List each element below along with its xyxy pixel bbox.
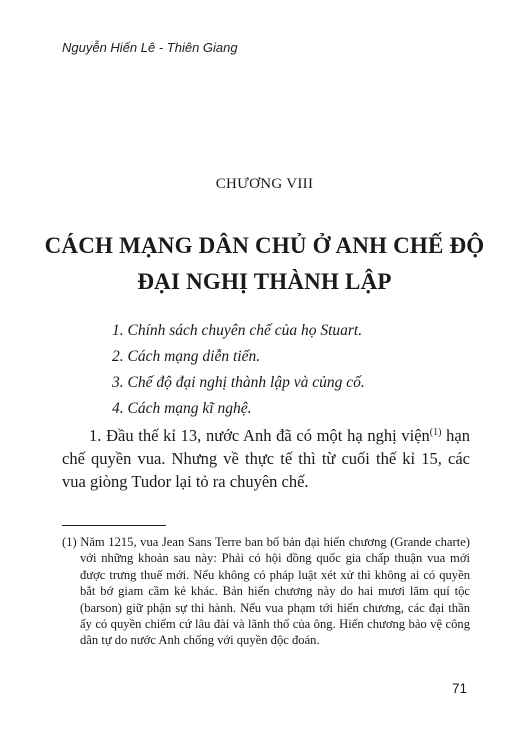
chapter-title: CÁCH MẠNG DÂN CHỦ Ở ANH CHẾ ĐỘ ĐẠI NGHỊ THÀNH LẬP — [44, 233, 485, 294]
chapter-label: CHƯƠNG VIII — [215, 176, 314, 192]
body-text: hạn chế quyền vua. Nhưng về thực tế thì từ cuối thế kỉ 15, các vua giòng Tudor lại tỏ ra chuyên chế. — [62, 426, 470, 491]
body-text: 1. Đầu thế kỉ 13, nước Anh đã có một hạ nghị viện — [89, 426, 430, 445]
footnote-divider — [62, 525, 166, 526]
page-number: 71 — [451, 681, 467, 696]
body-paragraph — [62, 424, 470, 493]
running-head: Nguyễn Hiến Lê - Thiên Giang — [62, 40, 238, 55]
footnote: (1) Năm 1215, vua Jean Sans Terre ban bố bản đại hiến chương (Grande charte) với những khoản sau này: Phải có hội đồng quốc gia chấp thuận vua mới được trưng thuế mới. Nếu không có pháp luật xét xử thì không ai có quyền bắt bớ giam cầm kẻ khác. Bản hiến chương này do hai mươi lăm quí tộc (barson) giữ phận sự thi hành. Nếu vua phạm tới hiến chương, các đại thần ấy có quyền chiếm cứ lâu đài và lãnh thổ của ông. Hiến chương bảo vệ công dân tự do nước Anh chống với quyền độc đoán. — [62, 535, 470, 648]
chapter-contents — [112, 318, 365, 422]
contents-item: 3. Chế độ đại nghị thành lập và củng cố. — [112, 374, 365, 391]
footnote-ref: (1) — [429, 427, 442, 438]
contents-item: 2. Cách mạng diễn tiến. — [112, 348, 261, 365]
contents-item: 1. Chính sách chuyên chế của họ Stuart. — [112, 322, 363, 339]
contents-item: 4. Cách mạng kĩ nghệ. — [112, 400, 252, 417]
